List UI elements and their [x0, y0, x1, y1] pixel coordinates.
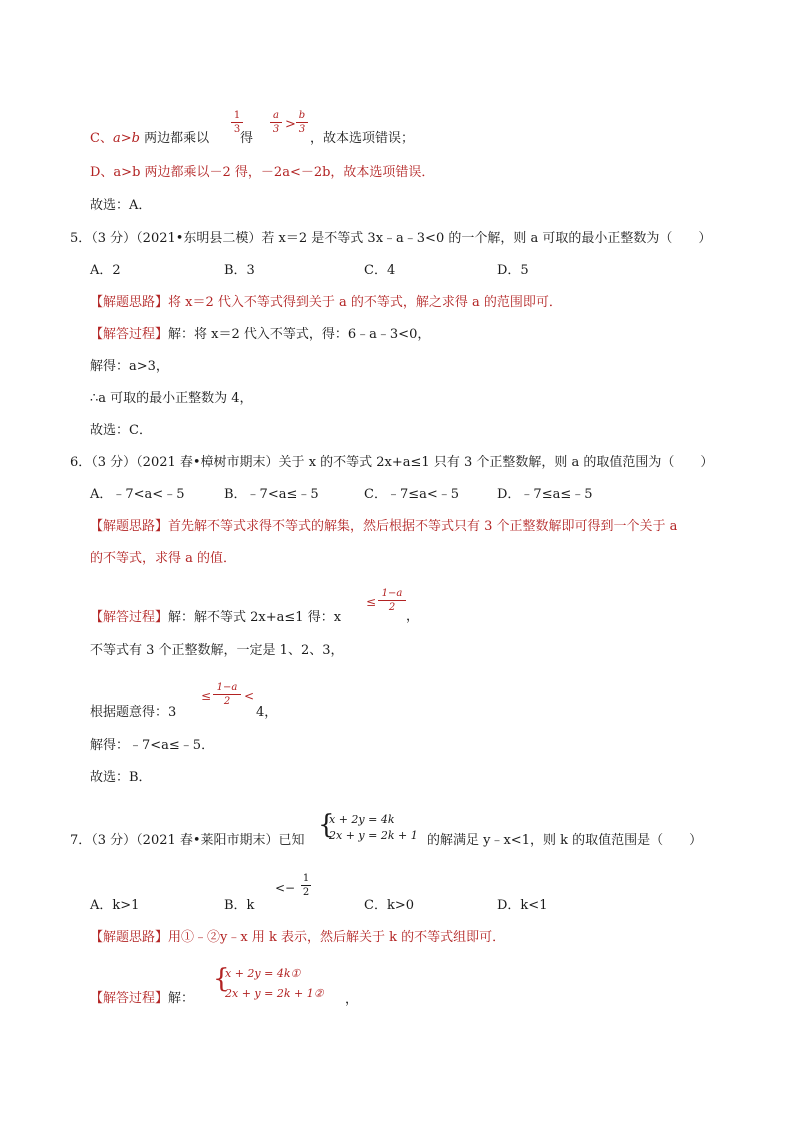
option-d-line: D、a>b 两边都乘以－2 得，－2a<－2b，故本选项错误．	[90, 165, 435, 180]
q6-le-sign: ≤	[366, 595, 377, 609]
option-c-conclusion: ，故本选项错误；	[310, 131, 415, 146]
q7-solution-comma: ，	[345, 992, 359, 1007]
frac-den: 3	[272, 124, 280, 135]
frac-den: 3	[298, 124, 306, 135]
q6-option-a: A．﹣7<a<﹣5	[90, 487, 185, 502]
frac-den: 2	[302, 887, 310, 898]
q6-process	[90, 609, 341, 627]
q5-step2: ∴a 可取的最小正整数为 4，	[90, 391, 253, 406]
frac-num: b	[298, 110, 306, 121]
q7-option-c: C．k>0	[364, 898, 414, 913]
q6-line3-le: ≤	[201, 689, 212, 703]
q6-line3: 根据题意得：3	[90, 705, 177, 720]
option-c-line	[90, 130, 209, 148]
p4-answer: 故选：A．	[90, 198, 152, 213]
frac-num: 1−a	[381, 588, 403, 599]
q7-stem-b: 的解满足 y﹣x<1，则 k 的取值范围是（ ）	[427, 833, 703, 848]
frac-num: 1	[302, 873, 310, 884]
q7-proc-text: 解：	[168, 991, 195, 1006]
q7-option-b-fraction	[301, 873, 311, 898]
q6-proc-comma: ，	[406, 609, 420, 624]
q6-stem: 6．（3 分）（2021 春•樟树市期末）关于 x 的不等式 2x+a≤1 只有 3 个正整数解，则 a 的取值范围为（ ）	[70, 455, 714, 470]
q6-line3-end: 4，	[256, 705, 278, 720]
q7-option-b-lt: <−	[275, 881, 296, 895]
q6-idea-line1	[90, 518, 677, 536]
q7-solution-eq2: 2x + y = 2k + 1②	[225, 987, 324, 1000]
frac-den: 2	[223, 696, 231, 707]
fraction-a-third	[270, 110, 282, 135]
q7-solution-eq1: x + 2y = 4k①	[225, 967, 301, 980]
q6-idea-text1: 首先解不等式求得不等式的解集，然后根据不等式只有 3 个正整数解即可得到一个关于 a	[168, 519, 678, 534]
q6-proc-label: 【解答过程】	[90, 610, 169, 625]
q5-process	[90, 326, 430, 344]
q7-system-brace: {	[318, 810, 335, 840]
q7-process	[90, 990, 194, 1008]
option-c-ineq: a>b	[112, 131, 140, 146]
q5-proc-text: 解：将 x＝2 代入不等式，得：6﹣a﹣3<0，	[168, 327, 431, 342]
q6-idea-label: 【解题思路】	[90, 519, 169, 534]
q5-option-a: A．2	[90, 263, 121, 278]
q7-system-eq2: 2x + y = 2k + 1	[329, 829, 418, 842]
q6-answer: 故选：B．	[90, 770, 152, 785]
q5-option-d: D．5	[497, 263, 529, 278]
q6-option-b: B．﹣7<a≤﹣5	[224, 487, 319, 502]
q5-option-c: C．4	[364, 263, 396, 278]
q7-system-eq1: x + 2y = 4k	[329, 813, 395, 826]
q5-idea	[90, 294, 562, 312]
q5-idea-text: 将 x＝2 代入不等式得到关于 a 的不等式，解之求得 a 的范围即可．	[168, 295, 562, 310]
q6-line3-lt: <	[244, 689, 255, 703]
frac-den: 3	[233, 124, 241, 135]
option-c-prefix: C、	[90, 131, 113, 146]
q7-proc-label: 【解答过程】	[90, 991, 169, 1006]
q7-idea-label: 【解题思路】	[90, 930, 169, 945]
q6-line3-fraction	[213, 682, 241, 707]
q5-idea-label: 【解题思路】	[90, 295, 169, 310]
q7-idea-text: 用①﹣②y﹣x 用 k 表示，然后解关于 k 的不等式组即可．	[168, 930, 506, 945]
q5-stem: 5．（3 分）（2021•东明县二模）若 x＝2 是不等式 3x﹣a﹣3<0 的一个解，则 a 可取的最小正整数为（ ）	[70, 231, 712, 246]
q6-step: 解得：﹣7<a≤﹣5．	[90, 738, 215, 753]
q5-option-b: B．3	[224, 263, 255, 278]
option-c-text: 两边都乘以	[144, 131, 210, 146]
gt-sign: >	[285, 117, 296, 132]
q5-answer: 故选：C．	[90, 423, 152, 438]
q6-line2: 不等式有 3 个正整数解，一定是 1、2、3，	[90, 643, 344, 658]
q7-stem-a: 7．（3 分）（2021 春•莱阳市期末）已知	[70, 833, 305, 848]
q7-option-b: B．k	[224, 898, 255, 913]
q6-fraction	[378, 588, 406, 613]
q7-option-a: A．k>1	[90, 898, 140, 913]
q7-solution-brace: {	[213, 964, 230, 994]
frac-num: 1	[233, 110, 241, 121]
fraction-b-third	[296, 110, 308, 135]
frac-den: 2	[388, 602, 396, 613]
q6-option-d: D．﹣7≤a≤﹣5	[497, 487, 593, 502]
q5-proc-label: 【解答过程】	[90, 327, 169, 342]
q6-proc-text: 解：解不等式 2x+a≤1 得：x	[168, 610, 342, 625]
q7-option-d: D．k<1	[497, 898, 548, 913]
q5-step1: 解得：a>3，	[90, 359, 169, 374]
q7-idea	[90, 929, 505, 947]
frac-num: a	[273, 110, 279, 121]
q6-idea-line2: 的不等式，求得 a 的值．	[90, 551, 237, 566]
q6-option-c: C．﹣7≤a<﹣5	[364, 487, 460, 502]
option-c-de: 得	[240, 131, 254, 146]
frac-num: 1−a	[216, 682, 238, 693]
